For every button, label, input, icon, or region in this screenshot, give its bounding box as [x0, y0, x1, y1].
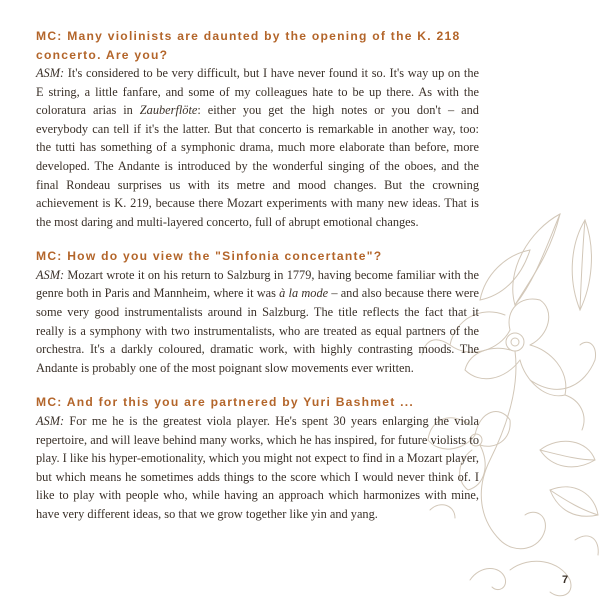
answer-paragraph: [36, 64, 479, 231]
question-heading: MC: Many violinists are daunted by the opening of the K. 218 concerto. Are you?: [36, 29, 461, 62]
speaker-label: ASM:: [36, 267, 65, 282]
answer-paragraph: [36, 412, 479, 524]
qa-section-sinfonia: [36, 247, 479, 377]
page-number: 7: [562, 574, 569, 586]
interview-text: [36, 27, 479, 539]
question-heading: MC: And for this you are partnered by Yuri Bashmet ...: [36, 395, 414, 410]
answer-text: : either you get the high notes or you don't – and everybody can tell if it's the latter. But that concerto is remarkable in another way, too: the tutti has something of a symphonic drama, much more elaborate than before, more developed. The Andante is introduced by the wonderful singing of the oboes, and the final Rondeau surprises us with its metre and mood changes. But the crowning achievement is K. 219, because there Mozart experiments with many new ideas. That is the most daring and multi-layered concerto, full of abrupt emotional changes.: [36, 103, 479, 229]
answer-text: – and also because there were some very good instrumentalists around in Salzburg. The title reflects the fact that it really is a symphony with two instrumentalists, who are treated as equal partners of the orchestra. It's a darkly coloured, dramatic work, with highly contrasting moods. The Andante is probably one of the most poignant slow movements ever written.: [36, 286, 479, 375]
answer-paragraph: [36, 266, 479, 378]
question-heading: MC: How do you view the "Sinfonia concertante"?: [36, 249, 383, 264]
qa-section-k218: [36, 27, 479, 231]
qa-section-bashmet: [36, 393, 479, 523]
speaker-label: ASM:: [36, 66, 65, 80]
answer-emphasis: à la mode: [279, 286, 329, 301]
answer-text: For me he is the greatest viola player. He's spent 30 years enlarging the viola repertoire, and will leave behind many works, which he has inspired, for future violists to play. I like his hyper-emotionality, which you might not expect to find in a Mozart player, but which means he sometimes adds things to the score which I would never think of. I like to play with people who, while having an approach which harmonizes with mine, have very different ideas, so that we grow together like yin and yang.: [36, 413, 479, 521]
answer-emphasis: Zauberflöte: [139, 103, 198, 118]
speaker-label: ASM:: [36, 413, 65, 428]
answer-text: It's considered to be very difficult, but I have never found it so. It's way up on the E string, a little fanfare, and some of my colleagues hate to be up there. As with the coloratura arias in: [36, 66, 479, 118]
answer-text: Mozart wrote it on his return to Salzburg in 1779, having become familiar with the genre both in Paris and Mannheim, where it was: [36, 267, 479, 301]
